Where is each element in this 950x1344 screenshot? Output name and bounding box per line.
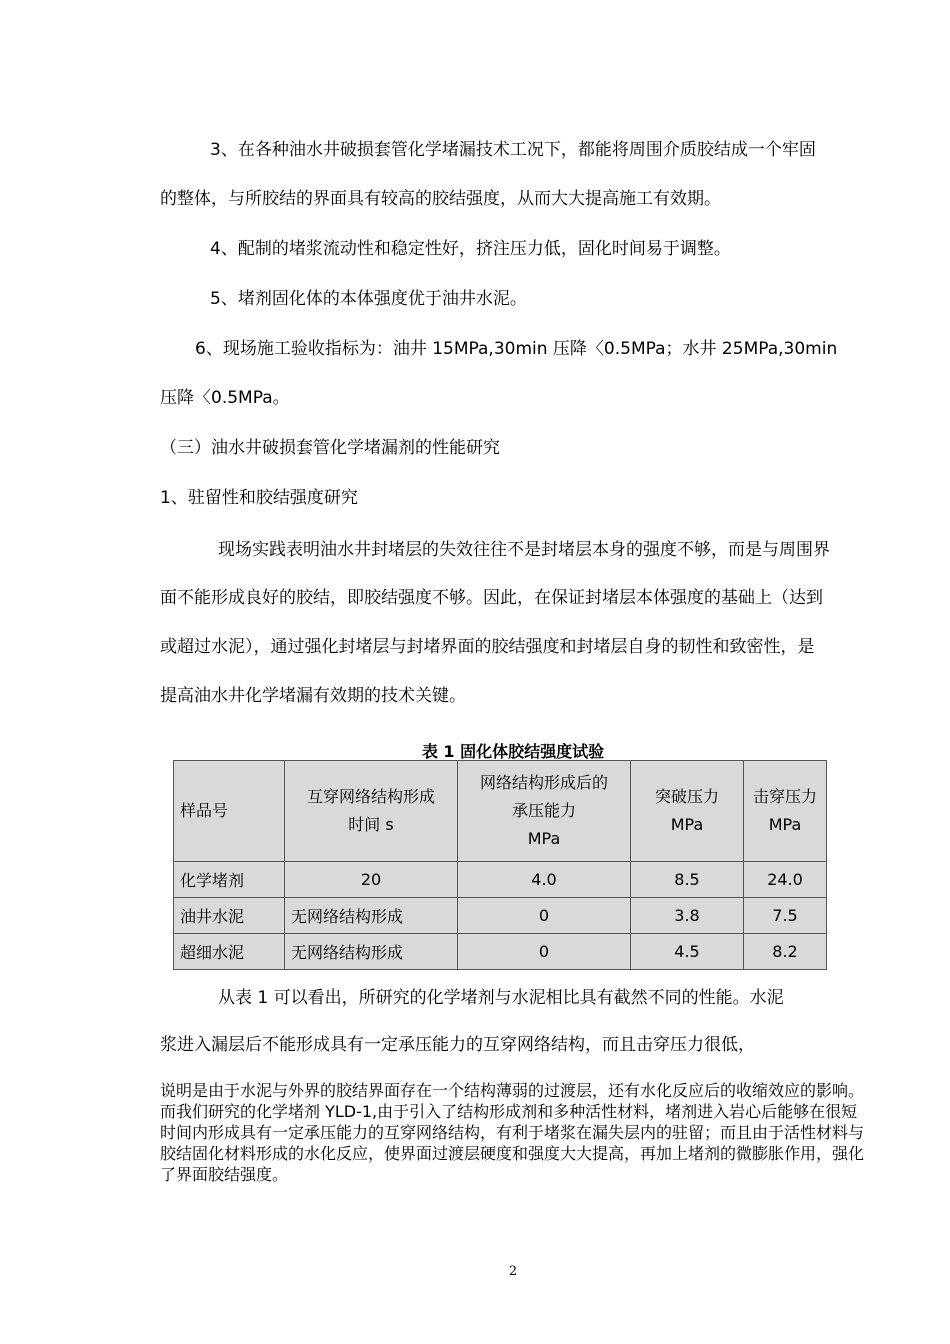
cell-network-time: 20 [285, 862, 458, 898]
table-caption: 表 1 固化体胶结强度试验 [421, 742, 605, 761]
cell-network-time: 无网络结构形成 [285, 934, 458, 970]
header-bearing-l2: 承压能力 [511, 801, 576, 820]
cell-sample: 油井水泥 [174, 898, 285, 934]
header-bearing-l3: MPa [527, 829, 561, 848]
header-network-time-l1: 互穿网络结构形成 [306, 787, 435, 806]
page-number: 2 [508, 1264, 518, 1279]
body-line3: 或超过水泥），通过强化封堵层与封堵界面的胶结强度和封堵层自身的韧性和致密性，是 [160, 637, 815, 657]
header-puncture-l1: 击穿压力 [752, 787, 817, 806]
cell-sample: 化学堵剂 [174, 862, 285, 898]
header-puncture [744, 761, 827, 862]
cell-puncture: 7.5 [744, 898, 827, 934]
strength-table [173, 760, 827, 970]
cell-puncture: 24.0 [744, 862, 827, 898]
cell-breakthrough: 3.8 [631, 898, 744, 934]
header-puncture-l2: MPa [768, 815, 802, 834]
section-heading: （三）油水井破损套管化学堵漏剂的性能研究 [160, 438, 500, 458]
header-sample: 样品号 [174, 761, 285, 862]
after-line2: 浆进入漏层后不能形成具有一定承压能力的互穿网络结构，而且击穿压力很低， [160, 1035, 755, 1055]
p5: 5、堵剂固化体的本体强度优于油井水泥。 [210, 289, 527, 309]
header-network-time-l2: 时间 s [348, 815, 394, 834]
after-line1: 从表 1 可以看出，所研究的化学堵剂与水泥相比具有截然不同的性能。水泥 [218, 988, 784, 1008]
header-bearing [458, 761, 631, 862]
p3-line1: 3、在各种油水井破损套管化学堵漏技术工况下，都能将周围介质胶结成一个牢固 [210, 140, 816, 160]
body-line2: 面不能形成良好的胶结，即胶结强度不够。因此，在保证封堵层本体强度的基础上（达到 [160, 588, 823, 608]
p6-line2: 压降〈0.5MPa。 [160, 388, 290, 408]
cell-breakthrough: 8.5 [631, 862, 744, 898]
header-breakthrough [631, 761, 744, 862]
table-row [174, 862, 827, 898]
body-line1: 现场实践表明油水井封堵层的失效往往不是封堵层本身的强度不够，而是与周围界 [218, 540, 830, 560]
header-network-time [285, 761, 458, 862]
subsection-heading: 1、驻留性和胶结强度研究 [160, 488, 358, 508]
header-breakthrough-l2: MPa [670, 815, 704, 834]
header-bearing-l1: 网络结构形成后的 [479, 773, 608, 792]
cell-sample: 超细水泥 [174, 934, 285, 970]
cell-network-time: 无网络结构形成 [285, 898, 458, 934]
dense-paragraph: 说明是由于水泥与外界的胶结界面存在一个结构薄弱的过渡层，还有水化反应后的收缩效应的影响。而我们研究的化学堵剂 YLD-1,由于引入了结构形成剂和多种活性材料，堵剂进入岩心后能够在很短时间内形成具有一定承压能力的互穿网络结构，有利于堵浆在漏失层内的驻留；而且由于活性材料与胶结固化材料形成的水化反应，使界面过渡层硬度和强度大大提高，再加上堵剂的微膨胀作用，强化了界面胶结强度。 [160, 1081, 865, 1184]
table-row [174, 934, 827, 970]
table-header-row [174, 761, 827, 862]
header-breakthrough-l1: 突破压力 [654, 787, 719, 806]
cell-bearing: 4.0 [458, 862, 631, 898]
table-row [174, 898, 827, 934]
cell-bearing: 0 [458, 934, 631, 970]
p6-line1: 6、现场施工验收指标为：油井 15MPa,30min 压降〈0.5MPa；水井 25MPa,30min [195, 339, 838, 359]
body-line4: 提高油水井化学堵漏有效期的技术关键。 [160, 686, 466, 706]
cell-breakthrough: 4.5 [631, 934, 744, 970]
p3-line2: 的整体，与所胶结的界面具有较高的胶结强度，从而大大提高施工有效期。 [160, 189, 721, 209]
p4: 4、配制的堵浆流动性和稳定性好，挤注压力低，固化时间易于调整。 [210, 239, 731, 259]
cell-bearing: 0 [458, 898, 631, 934]
cell-puncture: 8.2 [744, 934, 827, 970]
